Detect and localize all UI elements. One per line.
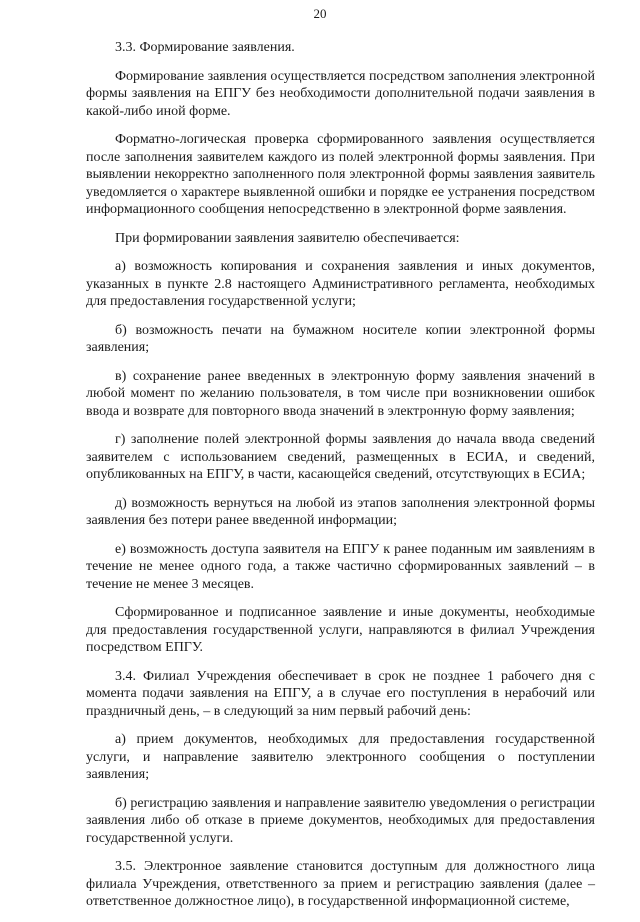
list-item: е) возможность доступа заявителя на ЕПГУ к ранее поданным им заявлениям в течение не менее одного года, а также частично сформированных заявлений – в течение не менее 3 месяцев. [86, 541, 595, 592]
paragraph: Форматно-логическая проверка сформированного заявления осуществляется после заполнения заявителем каждого из полей электронной формы заявления. При выявлении некорректно заполненного поля электронной формы заявления заявитель уведомляется о характере выявленной ошибки и порядке ее устранения посредством информационного сообщения непосредственно в электронной форме заявления. [86, 132, 595, 217]
list-item: а) прием документов, необходимых для предоставления государственной услуги, и направление заявителю электронного сообщения о поступлении заявления; [86, 732, 595, 782]
paragraph: При формировании заявления заявителю обеспечивается: [115, 230, 460, 246]
list-item: б) возможность печати на бумажном носителе копии электронной формы заявления; [86, 322, 595, 355]
list-item: а) возможность копирования и сохранения заявления и иных документов, указанных в пункте 2.8 настоящего Административного регламента, необходимых для предоставления государственной услуги; [86, 259, 595, 309]
section-paragraph-3-5: 3.5. Электронное заявление становится доступным для должностного лица филиала Учреждения, ответственного за прием и регистрацию заявления (далее – ответственное должностное лицо), в государственной информационной системе, [86, 859, 595, 909]
section-heading-3-3: 3.3. Формирование заявления. [115, 40, 295, 55]
list-item: д) возможность вернуться на любой из этапов заполнения электронной формы заявления без потери ранее введенной информации; [86, 495, 595, 528]
list-item: в) сохранение ранее введенных в электронную форму заявления значений в любой момент по желанию пользователя, в том числе при возникновении ошибок ввода и возврате для повторного ввода значений в электронную форму заявления; [86, 368, 595, 419]
document-body [86, 39, 595, 922]
page-number: 20 [313, 6, 327, 21]
list-item: г) заполнение полей электронной формы заявления до начала ввода сведений заявителем с использованием сведений, размещенных в ЕСИА, и сведений, опубликованных на ЕПГУ, в части, касающейся сведений, отсутствующих в ЕСИА; [86, 432, 595, 482]
paragraph: Сформированное и подписанное заявление и иные документы, необходимые для предоставления государственной услуги, направляются в филиал Учреждения посредством ЕПГУ. [86, 605, 595, 655]
paragraph: Формирование заявления осуществляется посредством заполнения электронной формы заявления на ЕПГУ без необходимости дополнительной подачи заявления в какой-либо иной форме. [86, 68, 595, 119]
section-paragraph-3-4: 3.4. Филиал Учреждения обеспечивает в срок не позднее 1 рабочего дня с момента подачи заявления на ЕПГУ, а в случае его поступления в нерабочий или праздничный день, – в следующий за ним первый рабочий день: [86, 668, 595, 719]
list-item: б) регистрацию заявления и направление заявителю уведомления о регистрации заявления либо об отказе в приеме документов, необходимых для предоставления государственной услуги. [86, 795, 595, 846]
